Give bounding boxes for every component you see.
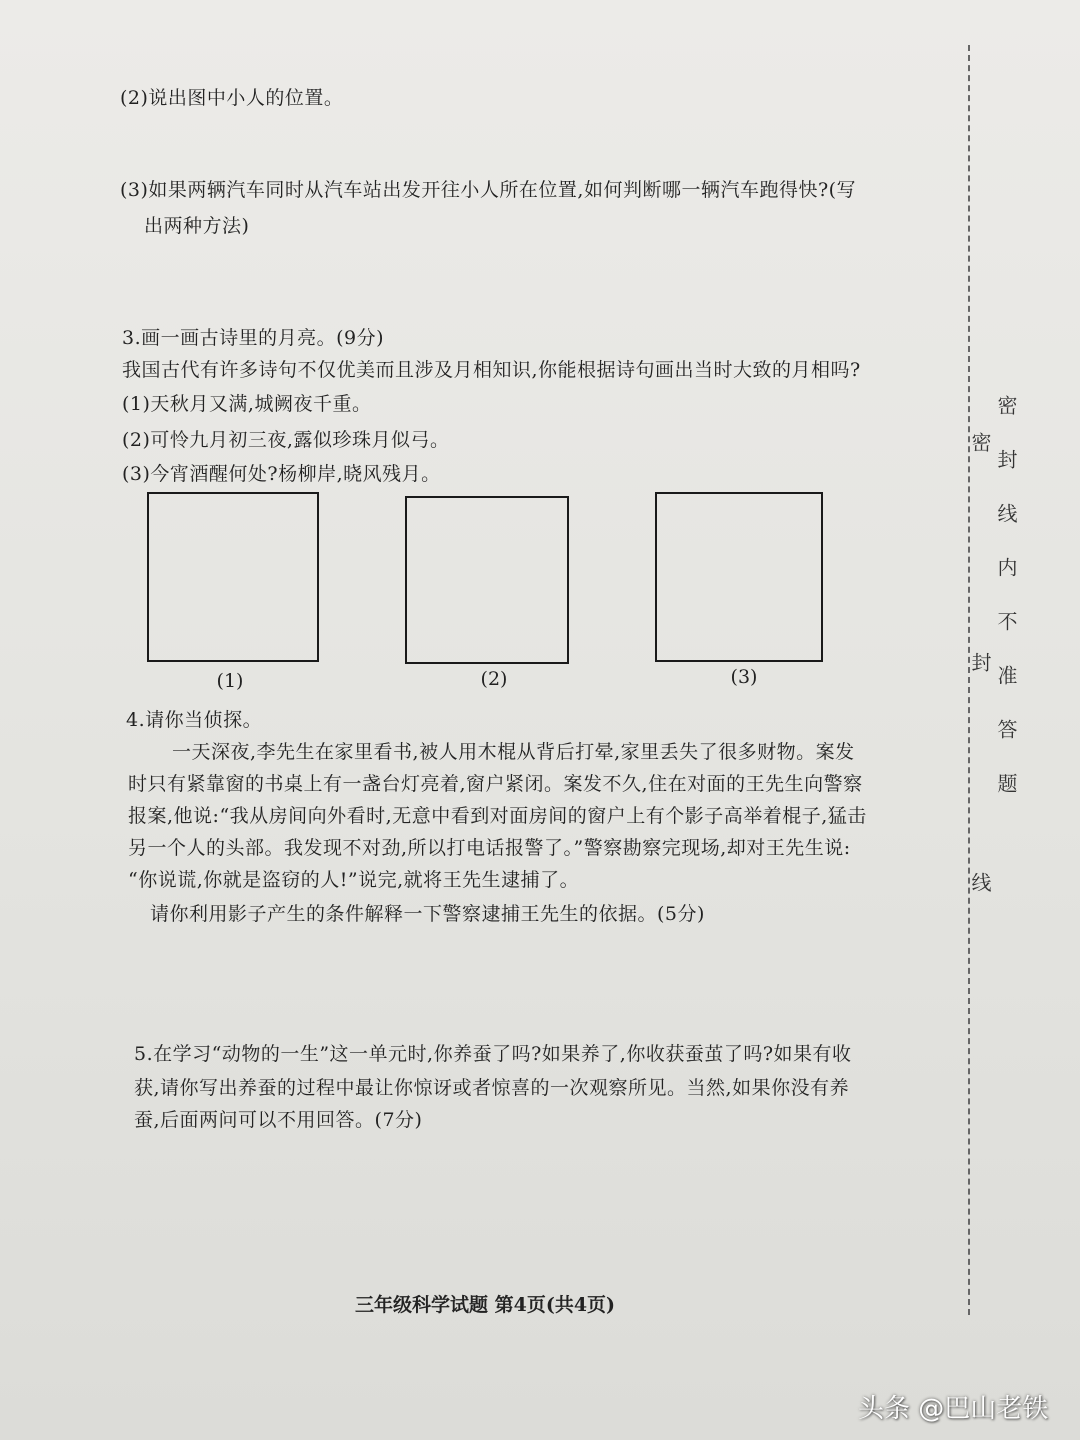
q4-story-line-5: “你说谎,你就是盗窃的人!”说完,就将王先生逮捕了。	[128, 869, 580, 891]
moon-drawing-box-2[interactable]	[405, 496, 569, 664]
q4-story-line-3: 报案,他说:“我从房间向外看时,无意中看到对面房间的窗户上有个影子高举着棍子,猛击	[128, 805, 867, 827]
box-label-1: (1)	[216, 670, 244, 692]
q3-poem-2: (2)可怜九月初三夜,露似珍珠月似弓。	[122, 429, 450, 451]
q4-story-line-2: 时只有紧靠窗的书桌上有一盏台灯亮着,窗户紧闭。案发不久,住在对面的王先生向警察	[128, 773, 863, 795]
q3-poem-1: (1)天秋月又满,城阙夜千重。	[122, 393, 372, 415]
q2-sub2: (2)说出图中小人的位置。	[120, 87, 344, 109]
q4-story-line-4: 另一个人的头部。我发现不对劲,所以打电话报警了。”警察勘察完现场,却对王先生说:	[128, 837, 851, 859]
q2-sub3-line1: (3)如果两辆汽车同时从汽车站出发开往小人所在位置,如何判断哪一辆汽车跑得快?(写	[120, 179, 857, 201]
q2-sub3-line2: 出两种方法)	[144, 215, 250, 237]
watermark: 头条 @巴山老铁	[858, 1394, 1049, 1424]
box-label-3: (3)	[730, 666, 758, 688]
q5-line-3: 蚕,后面两问可以不用回答。(7分)	[134, 1109, 423, 1131]
moon-drawing-box-1[interactable]	[147, 492, 319, 662]
box-label-2: (2)	[480, 668, 508, 690]
seal-notice-inner: 密封线	[968, 432, 992, 1092]
q3-poem-3: (3)今宵酒醒何处?杨柳岸,晓风残月。	[122, 463, 441, 485]
q5-line-1: 5.在学习“动物的一生”这一单元时,你养蚕了吗?如果养了,你收获蚕茧了吗?如果有收	[134, 1043, 852, 1065]
q3-title: 3.画一画古诗里的月亮。(9分)	[122, 327, 385, 349]
seal-notice-outer: 密封线内不准答题	[994, 395, 1018, 827]
q3-intro: 我国古代有许多诗句不仅优美而且涉及月相知识,你能根据诗句画出当时大致的月相吗?	[122, 359, 861, 381]
moon-drawing-box-3[interactable]	[655, 492, 823, 662]
q4-question: 请你利用影子产生的条件解释一下警察逮捕王先生的依据。(5分)	[150, 903, 705, 925]
page-footer: 三年级科学试题 第4页(共4页)	[355, 1294, 616, 1316]
q4-story-line-1: 一天深夜,李先生在家里看书,被人用木棍从背后打晕,家里丢失了很多财物。案发	[172, 741, 855, 763]
q5-line-2: 获,请你写出养蚕的过程中最让你惊讶或者惊喜的一次观察所见。当然,如果你没有养	[134, 1077, 850, 1099]
q4-title: 4.请你当侦探。	[126, 709, 263, 731]
